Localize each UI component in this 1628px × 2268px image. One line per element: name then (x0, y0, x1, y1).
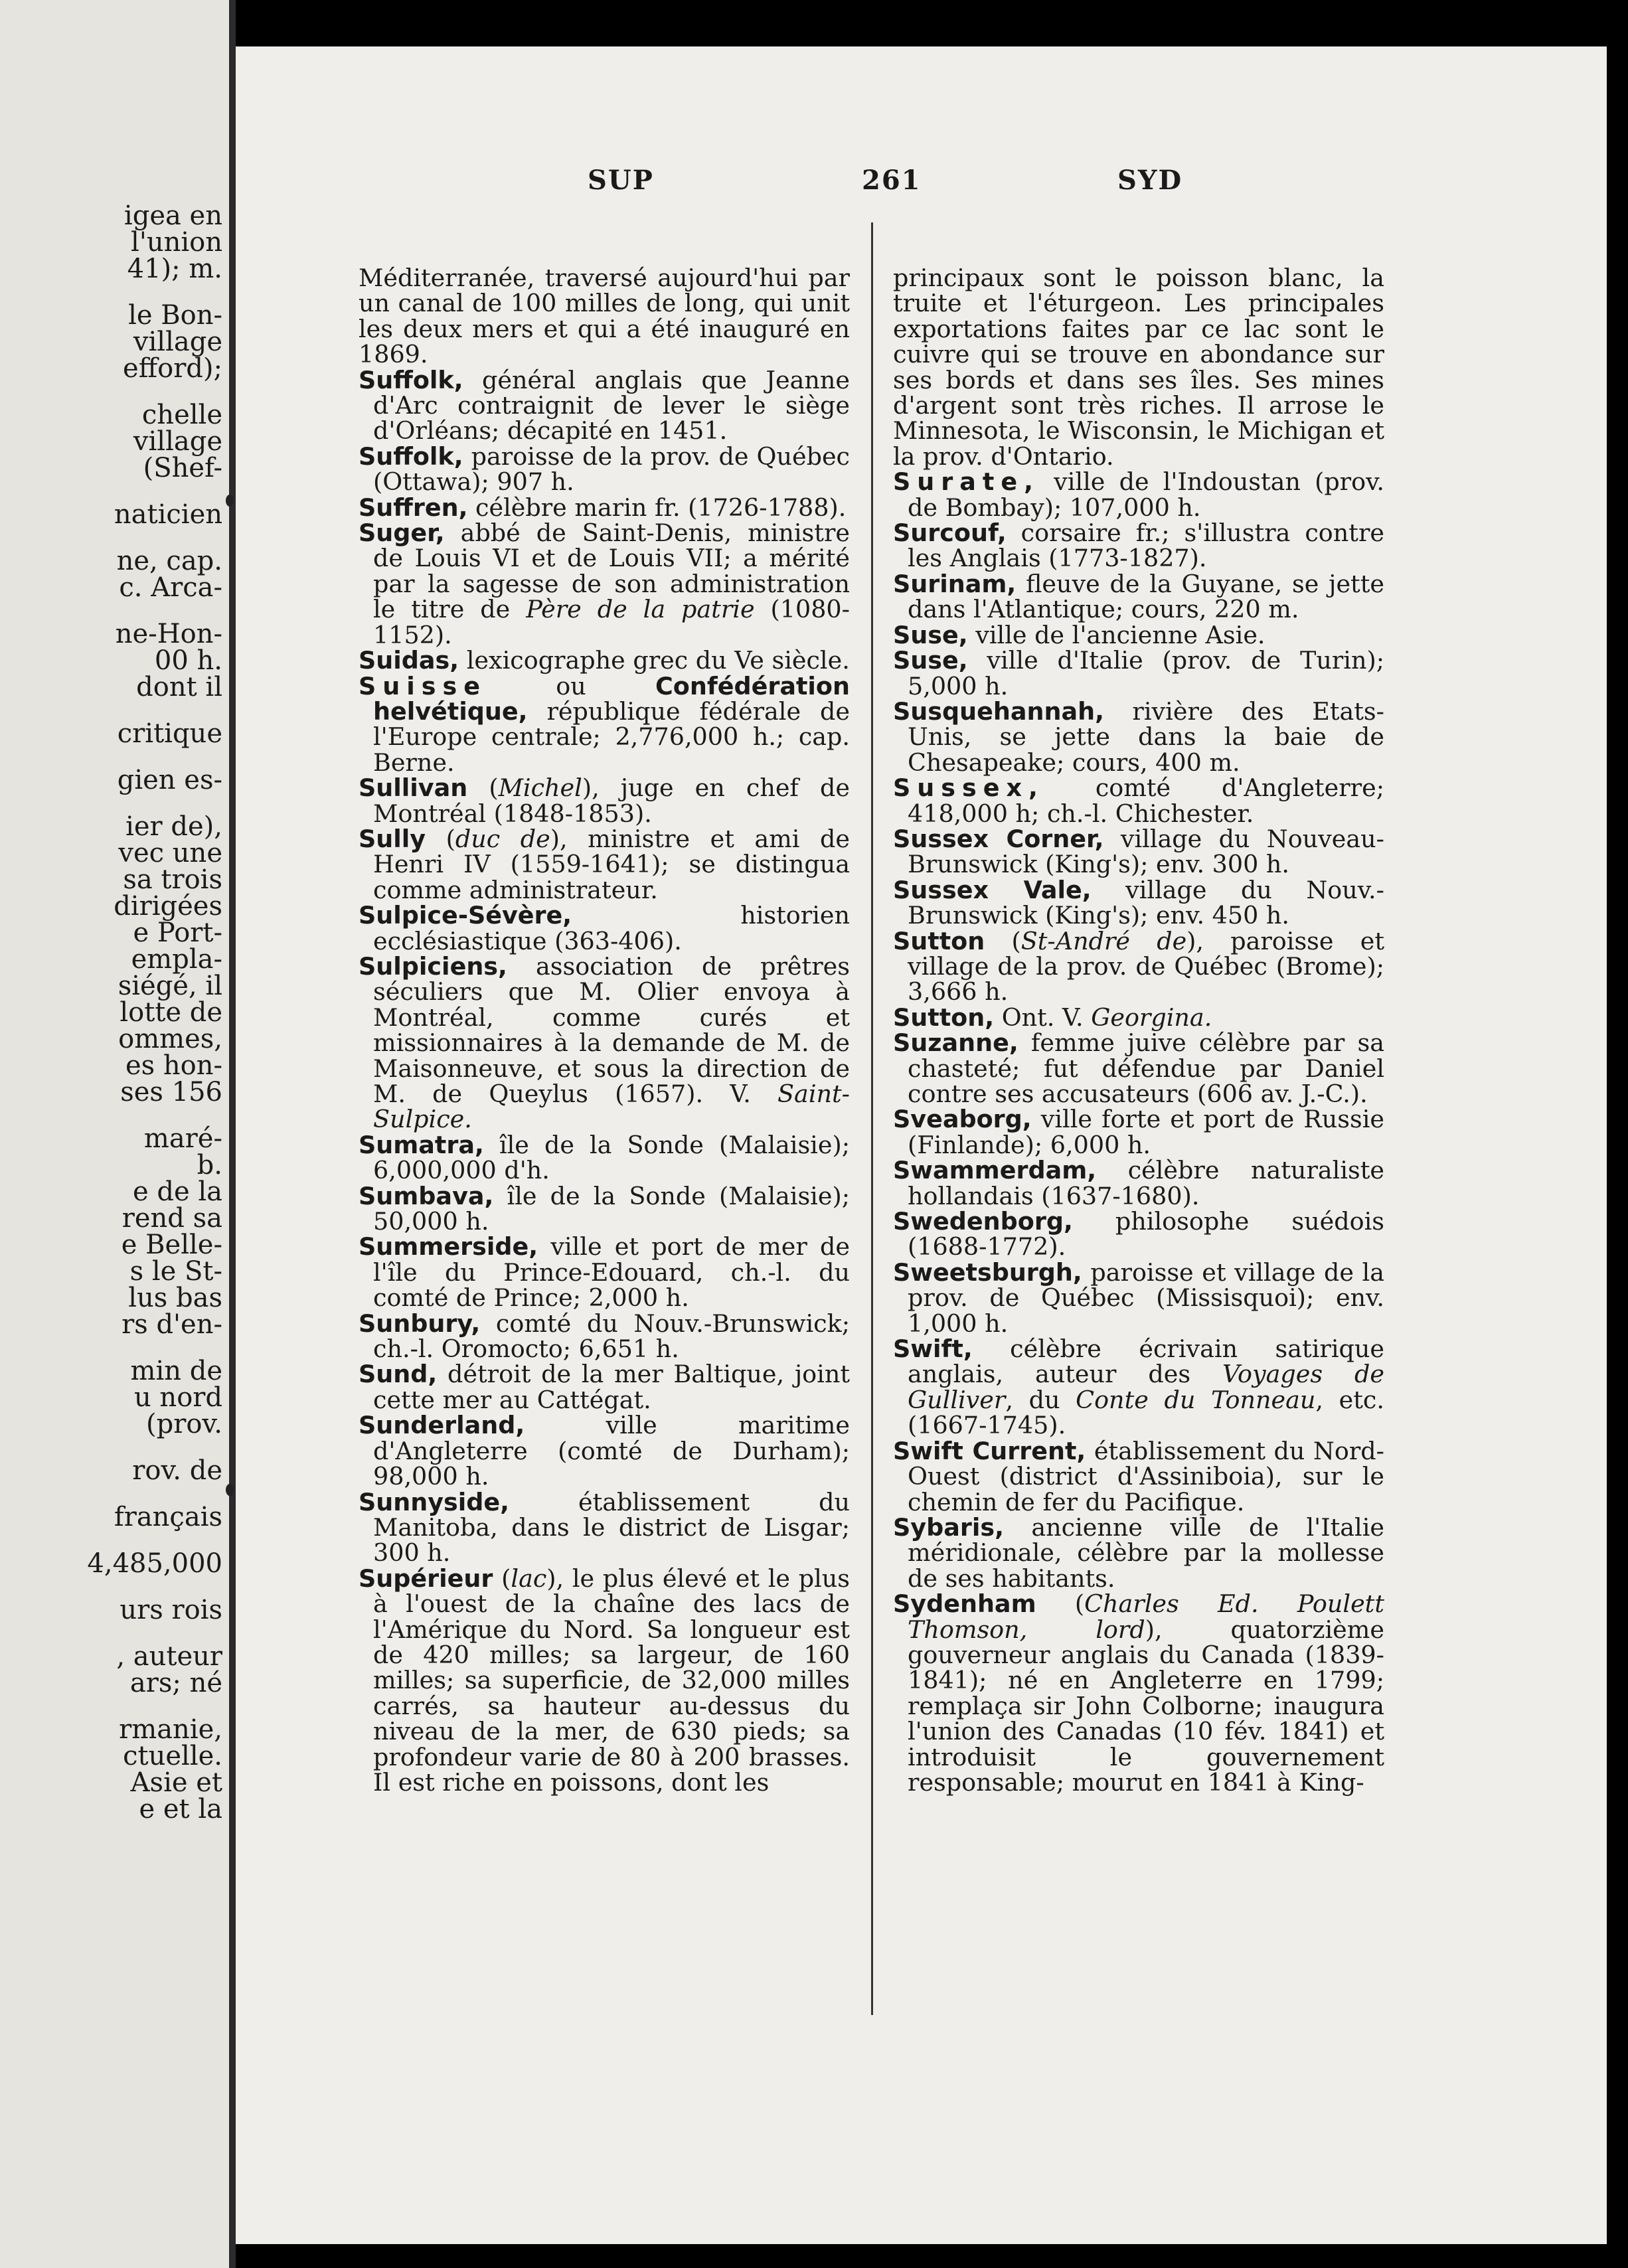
dictionary-entry (893, 1436, 1384, 1516)
entry-headword: Sullivan (359, 773, 468, 803)
facing-page-line: gien es- (117, 765, 222, 795)
entry-text: femme juive célèbre par sa chasteté; fut défendue par Daniel contre ses accusateurs (606 av. J.-C.). (908, 1028, 1384, 1108)
dictionary-entry (359, 365, 850, 446)
facing-page-line: rs d'en- (122, 1309, 222, 1340)
facing-page-line: e de la (132, 1176, 222, 1207)
entry-text: ), ministre et ami de Henri IV (1559-1641); se distingua comme administrateur. (373, 824, 850, 904)
dictionary-entry (893, 1512, 1384, 1593)
dictionary-entry (893, 1209, 1384, 1260)
line-gap (0, 1530, 222, 1550)
line-gap (0, 282, 222, 302)
entry-headword: Surinam, (893, 569, 1017, 598)
facing-page-line: ars; né (129, 1668, 222, 1698)
header-right-guide-word: SYD (1117, 165, 1183, 196)
entry-headword: Sunbury, (359, 1309, 481, 1338)
line-gap (0, 1105, 222, 1125)
entry-headword: Sweetsburgh, (893, 1257, 1082, 1287)
facing-page-line: sa trois (123, 864, 222, 895)
facing-page-line: maré- (143, 1123, 222, 1154)
facing-page-line: vec une (118, 838, 222, 868)
facing-page-line: lotte de (120, 997, 222, 1028)
entry-text: rivière des Etats-Unis, se jette dans la baie de Chesapeake; cours, 400 m. (908, 696, 1384, 777)
entry-headword: Surcouf, (893, 519, 1007, 548)
facing-page-line: ses 156 (120, 1077, 222, 1107)
dictionary-entry (359, 903, 850, 954)
entry-headword: Sully (359, 824, 426, 853)
dictionary-entry (893, 569, 1384, 624)
entry-italic: Georgina. (1091, 1003, 1212, 1032)
dictionary-entry (359, 1181, 850, 1236)
entry-text: île de la Sonde (Malaisie); 50,000 h. (373, 1181, 850, 1236)
facing-page-line: dirigées (114, 891, 222, 922)
facing-page-line: u nord (133, 1382, 222, 1413)
facing-page-line: , auteur (116, 1641, 222, 1672)
entry-text: ), quatorzième gouverneur anglais du Canada (1839-1841); né en Angleterre en 1799; remplaça sir John Colborne; inaugura l'union des Canadas (10 fév. 1841) et introduisit le gouvernement responsable; mourut en 1841 à King- (908, 1615, 1384, 1797)
line-gap (0, 528, 222, 548)
line-gap (0, 1484, 222, 1504)
facing-page-line: rmanie, (119, 1714, 222, 1745)
entry-text: ), le plus élevé et le plus à l'ouest de la chaîne des lacs de l'Amérique du Nord. Sa longueur est de 420 milles; sa largeur, de 160 milles; sa superficie, de 32,000 milles carrés, sa hauteur au-dessus du niveau de la mer, de 630 pieds; sa profondeur varie de 80 à 200 brasses. Il est riche en poissons, dont les (373, 1564, 850, 1797)
facing-page-line: chelle (141, 400, 222, 430)
line-gap (0, 1338, 222, 1358)
dictionary-entry (359, 824, 850, 904)
entry-text: association de prêtres séculiers que M. Olier envoya à Montréal, comme curés et missionnaires à la demande de M. de Maisonneuve, et sous la direction de M. de Queylus (1657). V. (373, 951, 850, 1108)
binding-mark (226, 495, 234, 507)
facing-page-line: l'union (131, 227, 222, 258)
entry-italic: St-André de (1020, 926, 1187, 955)
entry-headword: Sunderland, (359, 1411, 525, 1440)
line-gap (0, 481, 222, 501)
dictionary-entry (359, 495, 850, 521)
facing-page-line: ne, cap. (116, 546, 222, 576)
entry-italic: Michel (498, 773, 582, 803)
entry-text: célèbre naturaliste hollandais (1637-1680). (908, 1156, 1384, 1210)
facing-page-line: ier de), (125, 811, 222, 842)
entry-text: lexicographe grec du Ve siècle. (459, 646, 850, 675)
entry-text: célèbre écrivain satirique anglais, auteur des (908, 1335, 1384, 1389)
entry-text: village du Nouveau-Brunswick (King's); env. 300 h. (908, 824, 1384, 879)
entry-text: fleuve de la Guyane, se jette dans l'Atlantique; cours, 220 m. (908, 569, 1384, 624)
dictionary-page (236, 46, 1607, 2244)
dictionary-entry (893, 1158, 1384, 1209)
entry-headword: Sulpice-Sévère, (359, 901, 572, 930)
entry-headword: Surate, (893, 467, 1040, 497)
facing-page-line: efford); (123, 353, 222, 384)
facing-page-line: (Shef- (143, 453, 222, 483)
line-gap (0, 601, 222, 621)
column-divider (871, 222, 873, 2015)
entry-headword: Swedenborg, (893, 1207, 1073, 1236)
dictionary-entry (893, 648, 1384, 699)
entry-text: ( (493, 1564, 511, 1593)
dictionary-entry (359, 1413, 850, 1489)
entry-headword: Sumatra, (359, 1130, 484, 1159)
entry-headword: Summerside, (359, 1232, 538, 1261)
entry-text: paroisse et village de la prov. de Québec (Missisquoi); env. 1,000 h. (908, 1257, 1384, 1338)
entry-continuation (893, 266, 1384, 469)
entry-italic: Charles Ed. Poulett Thomson, lord (908, 1589, 1385, 1644)
entry-text: ville et port de mer de l'île du Prince-Edouard, ch.-l. du comté de Prince; 2,000 h. (373, 1232, 850, 1313)
dictionary-entry (893, 775, 1384, 827)
entry-text: (1080-1152). (373, 595, 850, 649)
dictionary-entry (893, 926, 1384, 1007)
entry-headword: Supérieur (359, 1564, 493, 1593)
entry-headword: Sybaris, (893, 1512, 1004, 1542)
facing-page-line: village (133, 327, 222, 357)
entry-headword: Sussex Corner, (893, 824, 1104, 853)
entry-text: république fédérale de l'Europe centrale; 2,776,000 h.; cap. Berne. (373, 696, 850, 777)
entry-italic: Voyages de Gulliver (908, 1360, 1384, 1414)
entry-text: ville de l'ancienne Asie. (967, 620, 1265, 649)
dictionary-entry (359, 1362, 850, 1413)
entry-text: corsaire fr.; s'illustra contre les Anglais (1773-1827). (908, 519, 1384, 573)
facing-page-line: dont il (136, 672, 222, 702)
entry-text: Ont. V. (994, 1003, 1092, 1032)
facing-page-line: naticien (114, 499, 222, 530)
entry-headword: Suffren, (359, 493, 468, 522)
entry-text: ( (1036, 1589, 1085, 1619)
facing-page-line: (prov. (146, 1409, 222, 1439)
entry-text: historien ecclésiastique (363-406). (373, 901, 850, 955)
line-gap (0, 700, 222, 720)
entry-text: ville forte et port de Russie (Finlande); 6,000 h. (908, 1105, 1384, 1159)
entry-headword: Suzanne, (893, 1028, 1018, 1058)
entry-text: détroit de la mer Baltique, joint cette mer au Cattégat. (373, 1360, 850, 1414)
right-column (893, 266, 1384, 1795)
dictionary-entry (359, 671, 850, 777)
facing-page-line: empla- (131, 944, 222, 975)
facing-page-line: es hon- (125, 1050, 222, 1081)
entry-text: , etc. (1667-1745). (908, 1385, 1384, 1440)
entry-text: établissement du Manitoba, dans le district de Lisgar; 300 h. (373, 1487, 850, 1568)
dictionary-entry (893, 469, 1384, 521)
entry-italic: Conte du Tonneau (1076, 1385, 1316, 1414)
dictionary-entry (893, 1030, 1384, 1107)
entry-text: , du (1005, 1385, 1076, 1414)
entry-headword: Suidas, (359, 646, 459, 675)
facing-page-line: lus bas (128, 1283, 222, 1313)
dictionary-entry (893, 1005, 1384, 1030)
facing-page-lines (0, 202, 222, 1822)
facing-page-line: b. (197, 1150, 222, 1180)
entry-text: ville de l'Indoustan (prov. de Bombay); 107,000 h. (908, 467, 1384, 522)
line-gap (0, 1577, 222, 1597)
entry-headword: Sumbava, (359, 1181, 494, 1210)
dictionary-entry (359, 1487, 850, 1568)
entry-headword: Swift Current, (893, 1436, 1086, 1465)
facing-page-line: français (114, 1502, 222, 1532)
facing-page-line: c. Arca- (119, 572, 222, 603)
dictionary-entry (893, 875, 1384, 930)
facing-page-line: siégé, il (118, 971, 222, 1001)
entry-italic: Père de la patrie (526, 595, 755, 624)
entry-headword: Sulpiciens, (359, 951, 507, 981)
facing-page-line: e Port- (133, 918, 222, 948)
entry-headword: Sunnyside, (359, 1487, 510, 1516)
entry-text: comté d'Angleterre; 418,000 h; ch.-l. Chichester. (908, 773, 1384, 828)
entry-headword: Suse, (893, 646, 968, 675)
entry-continuation (359, 266, 850, 368)
dictionary-entry (359, 1311, 850, 1362)
facing-page-line: Asie et (130, 1767, 222, 1798)
dictionary-entry (359, 775, 850, 827)
entry-headword: Sund, (359, 1360, 438, 1389)
entry-text: philosophe suédois (1688-1772). (908, 1207, 1384, 1261)
facing-page-line: urs rois (120, 1595, 222, 1625)
dictionary-entry (359, 1234, 850, 1311)
line-gap (0, 747, 222, 767)
facing-page-line: rov. de (132, 1455, 222, 1486)
facing-page-line: ctuelle. (123, 1741, 222, 1771)
dictionary-entry (359, 444, 850, 495)
left-column (359, 266, 850, 1795)
entry-italic: Saint-Sulpice. (373, 1080, 850, 1134)
page-number: 261 (862, 165, 922, 196)
entry-text: ( (426, 824, 455, 853)
entry-text: village du Nouv.-Brunswick (King's); env. 450 h. (908, 875, 1384, 930)
dictionary-entry (893, 521, 1384, 572)
facing-page-line: le Bon- (128, 300, 222, 331)
entry-text: comté du Nouv.-Brunswick; ch.-l. Oromocto; 6,651 h. (373, 1309, 850, 1364)
entry-headword: Sussex, (893, 773, 1044, 803)
entry-text: ancienne ville de l'Italie méridionale, célèbre par la mollesse de ses habitants. (908, 1512, 1384, 1593)
entry-italic: duc de (455, 824, 550, 853)
facing-page-line: 00 h. (154, 645, 222, 676)
entry-text: ou (487, 671, 655, 700)
facing-page-line: 4,485,000 (87, 1548, 222, 1579)
entry-headword: Sussex Vale, (893, 875, 1092, 904)
line-gap (0, 1437, 222, 1457)
entry-headword: Sydenham (893, 1589, 1036, 1619)
facing-page-line: e et la (139, 1794, 222, 1824)
facing-page-line: critique (117, 718, 222, 749)
facing-page-line: min de (130, 1356, 222, 1386)
entry-text: ( (985, 926, 1021, 955)
header-left-guide-word: SUP (588, 165, 654, 196)
entry-headword: Sutton (893, 926, 985, 955)
entry-headword: Suger, (359, 519, 445, 548)
facing-page-line: 41); m. (127, 254, 222, 284)
dictionary-entry (893, 696, 1384, 777)
dictionary-entry (359, 521, 850, 648)
entry-headword: Sveaborg, (893, 1105, 1032, 1134)
binding-mark (226, 1484, 234, 1496)
facing-page-line: rend sa (122, 1203, 222, 1234)
entry-text: paroisse de la prov. de Québec (Ottawa); 907 h. (373, 442, 850, 497)
entry-text: célèbre marin fr. (1726-1788). (467, 493, 847, 522)
entry-headword: Suffolk, (359, 442, 463, 471)
entry-headword: Sutton, (893, 1003, 995, 1032)
facing-page-fragment (0, 0, 229, 2268)
entry-headword: Swammerdam, (893, 1156, 1097, 1185)
dictionary-entry (893, 1107, 1384, 1158)
entry-headword: Swift, (893, 1335, 973, 1364)
dictionary-entry (893, 1591, 1384, 1795)
book-gutter (229, 0, 236, 2268)
entry-text: établissement du Nord-Ouest (district d'Assiniboia), sur le chemin de fer du Pacifique. (908, 1436, 1384, 1516)
entry-headword: Suse, (893, 620, 968, 649)
entry-text: île de la Sonde (Malaisie); 6,000,000 d'h. (373, 1130, 850, 1185)
entry-italic: lac (511, 1564, 547, 1593)
dictionary-entry (893, 1336, 1384, 1439)
entry-text: ( (467, 773, 499, 803)
facing-page-line: ommes, (118, 1024, 222, 1054)
entry-text: ville maritime d'Angleterre (comté de Durham); 98,000 h. (373, 1411, 850, 1491)
line-gap (0, 1623, 222, 1643)
dictionary-entry (893, 1257, 1384, 1338)
dictionary-entry (359, 1566, 850, 1796)
facing-page-line: e Belle- (121, 1230, 222, 1260)
facing-page-line: s le St- (129, 1256, 222, 1287)
line-gap (0, 793, 222, 813)
entry-text: général anglais que Jeanne d'Arc contraignit de lever le siège d'Orléans; décapité en 1451. (373, 365, 850, 446)
entry-text: ), juge en chef de Montréal (1848-1853). (373, 773, 850, 828)
entry-bold: Confédération helvétique, (373, 671, 850, 726)
line-gap (0, 382, 222, 402)
entry-text: abbé de Saint-Denis, ministre de Louis VI et de Louis VII; a mérité par la sagesse de son administration le titre de (373, 519, 850, 624)
dictionary-entry (359, 951, 850, 1134)
entry-text: principaux sont le poisson blanc, la truite et l'éturgeon. Les principales exportations faites par ce lac sont le cuivre qui se trouve en abondance sur ses bords et dans ses îles. Ses mines d'argent sont très riches. Il arrose le Minnesota, le Wisconsin, le Michigan et la prov. d'Ontario. (893, 264, 1384, 471)
entry-headword: Suisse (359, 671, 487, 700)
entry-text: ville d'Italie (prov. de Turin); 5,000 h. (908, 646, 1384, 700)
dictionary-entry (359, 1130, 850, 1185)
dictionary-entry (893, 620, 1384, 649)
dictionary-entry (893, 824, 1384, 879)
line-gap (0, 1696, 222, 1716)
entry-headword: Susquehannah, (893, 696, 1104, 726)
entry-text: Méditerranée, traversé aujourd'hui par un canal de 100 milles de long, qui unit les deux mers et qui a été inauguré en 1869. (359, 264, 850, 369)
facing-page-line: igea en (123, 201, 222, 231)
facing-page-line: village (133, 426, 222, 457)
entry-headword: Suffolk, (359, 365, 463, 394)
facing-page-line: ne-Hon- (115, 619, 222, 649)
entry-text: ), paroisse et village de la prov. de Québec (Brome); 3,666 h. (908, 926, 1384, 1007)
dictionary-entry (359, 648, 850, 673)
